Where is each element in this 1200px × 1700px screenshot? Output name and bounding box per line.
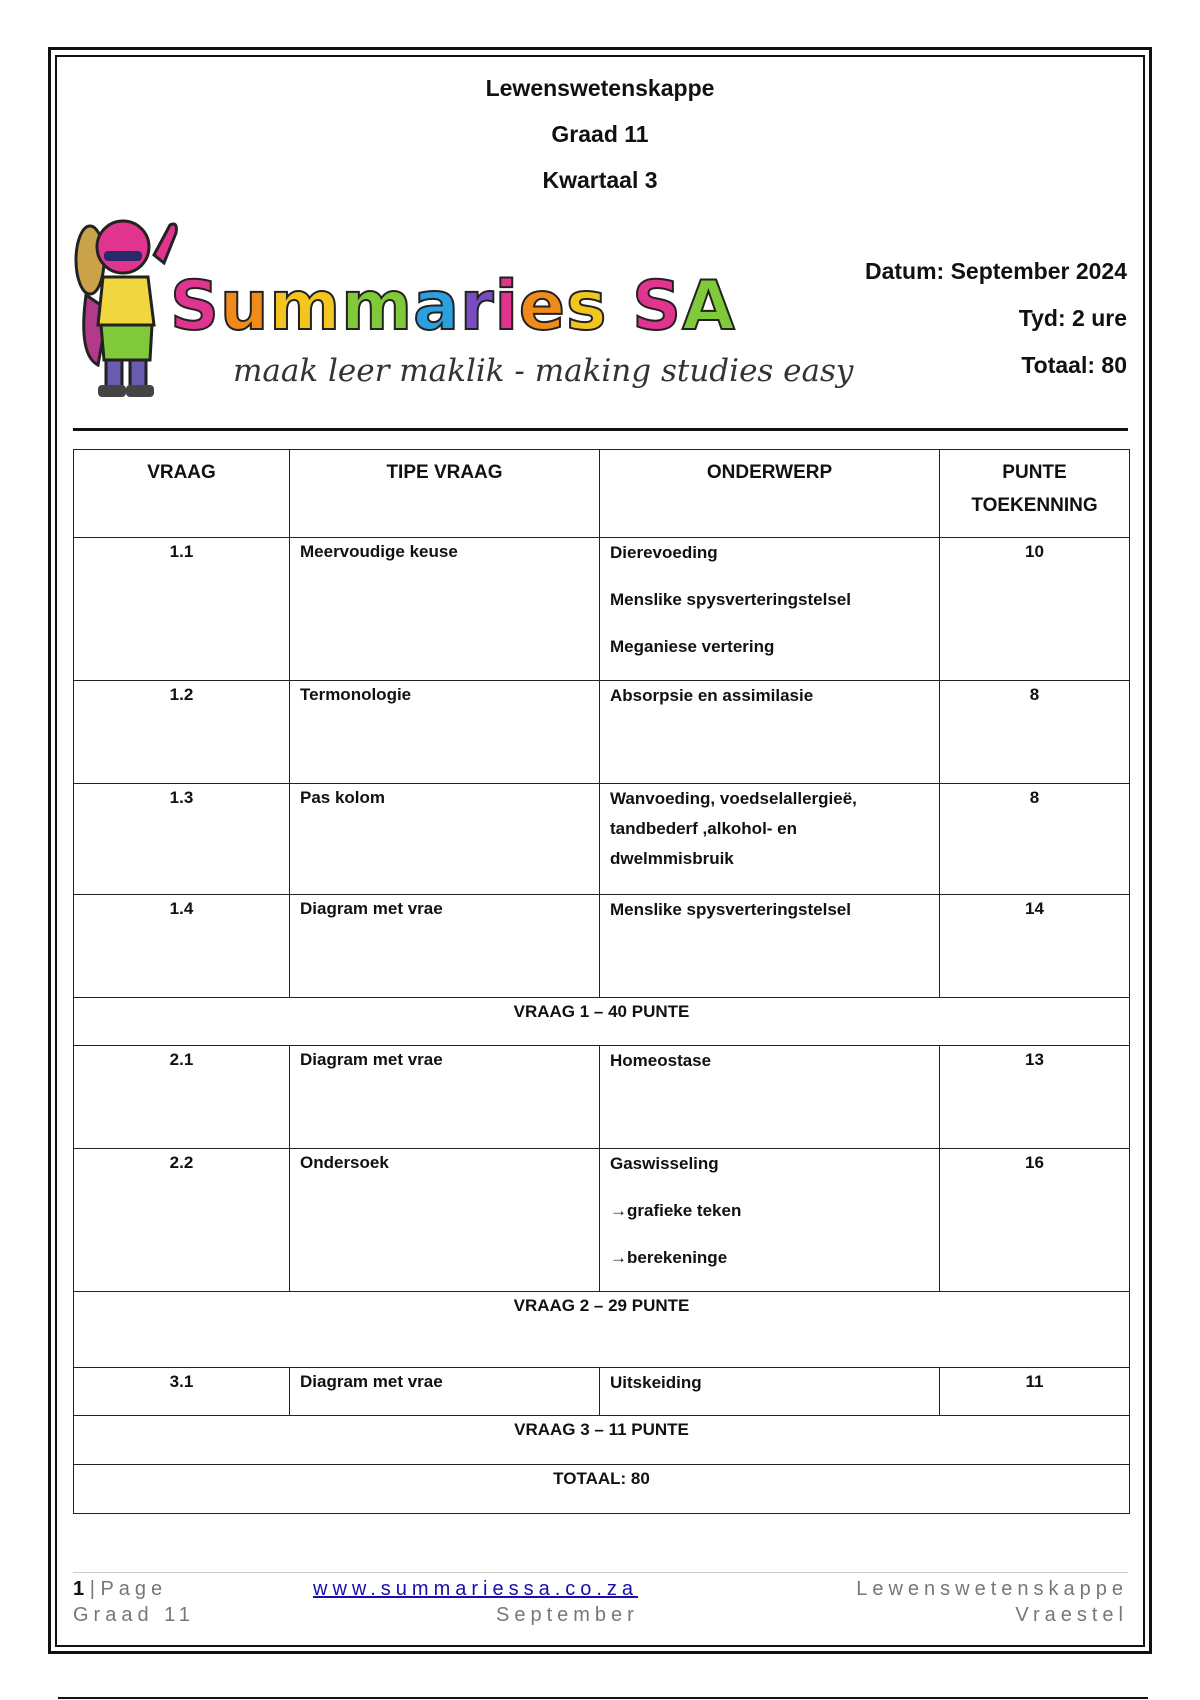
question-type: Termonologie [300, 685, 412, 704]
table-row [74, 784, 1130, 895]
logo-tagline: maak leer maklik - making studies easy [233, 353, 854, 389]
question-marks: 13 [1025, 1050, 1044, 1069]
grand-total-row [74, 1465, 1130, 1514]
topic-line: Dierevoeding [610, 543, 718, 562]
footer-month: September [496, 1604, 639, 1626]
summaries-sa-logo [68, 215, 854, 405]
question-topics [610, 1368, 939, 1394]
footer-paper: Vraestel [1015, 1604, 1128, 1626]
question-topics [610, 895, 939, 921]
section-total-row [74, 1416, 1130, 1465]
question-topics [610, 1149, 939, 1269]
footer-subject: Lewenswetenskappe [856, 1578, 1128, 1600]
header-divider [73, 428, 1128, 431]
topic-line: Menslike spysverteringstelsel [610, 900, 851, 919]
page-number: 1 [73, 1578, 85, 1600]
question-type: Diagram met vrae [300, 899, 443, 918]
grade-title: Graad 11 [551, 121, 649, 147]
grand-total: TOTAAL: 80 [553, 1469, 650, 1488]
section-total-q1: VRAAG 1 – 40 PUNTE [513, 1002, 690, 1021]
question-number: 1.4 [169, 899, 194, 918]
topic-line: Menslike spysverteringstelsel [610, 590, 851, 609]
footer-divider [73, 1572, 1128, 1573]
question-topics [610, 1046, 939, 1072]
table-header-row [74, 450, 1130, 538]
question-number: 1.2 [169, 685, 194, 704]
topic-line: Wanvoeding, voedselallergieë, [610, 789, 857, 808]
exam-total: Totaal: 80 [1021, 352, 1127, 378]
question-topics [610, 784, 939, 870]
next-page-edge [58, 1697, 1148, 1699]
topic-line: Uitskeiding [610, 1373, 702, 1392]
page-label: Page [100, 1578, 168, 1600]
question-type: Meervoudige keuse [300, 542, 458, 561]
question-number: 1.3 [169, 788, 194, 807]
topic-line: tandbederf ,alkohol- en [610, 819, 798, 838]
topic-line: →berekeninge [610, 1248, 728, 1267]
header-marks-line1: PUNTE [1002, 462, 1067, 483]
topic-line: dwelmmisbruik [610, 849, 734, 868]
header-marks-line2: TOEKENNING [971, 495, 1098, 516]
logo-wordmark: Summaries SA [170, 267, 736, 346]
table-row [74, 538, 1130, 681]
header-question: VRAAG [74, 450, 290, 538]
topic-line: Absorpsie en assimilasie [610, 686, 814, 705]
question-number: 1.1 [169, 542, 194, 561]
question-marks: 10 [1025, 542, 1044, 561]
table-row [74, 895, 1130, 998]
question-type: Pas kolom [300, 788, 386, 807]
topic-line: Homeostase [610, 1051, 712, 1070]
question-marks: 14 [1025, 899, 1044, 918]
header-marks [940, 450, 1130, 538]
page-separator: | [89, 1578, 95, 1600]
table-row [74, 681, 1130, 784]
question-number: 3.1 [169, 1372, 194, 1391]
topic-line: Meganiese vertering [610, 637, 775, 656]
section-total-q3: VRAAG 3 – 11 PUNTE [514, 1420, 689, 1439]
table-row [74, 1046, 1130, 1149]
question-type: Ondersoek [300, 1153, 389, 1172]
website-link[interactable]: www.summariessa.co.za [313, 1578, 639, 1600]
mascot-icon [68, 215, 178, 405]
header-topic: ONDERWERP [600, 450, 940, 538]
question-type: Diagram met vrae [300, 1050, 443, 1069]
topic-line: Gaswisseling [610, 1154, 719, 1173]
footer-grade: Graad 11 [73, 1604, 195, 1626]
question-number: 2.1 [169, 1050, 194, 1069]
question-topics [610, 538, 939, 658]
table-row [74, 1368, 1130, 1416]
question-marks: 8 [1029, 685, 1040, 704]
footer-line-2 [73, 1604, 1128, 1627]
topic-line: →grafieke teken [610, 1201, 742, 1220]
table-row [74, 1149, 1130, 1292]
term-title: Kwartaal 3 [542, 167, 658, 193]
subject-title: Lewenswetenskappe [485, 75, 715, 101]
question-marks: 11 [1025, 1372, 1044, 1391]
question-topics [610, 681, 939, 707]
question-number: 2.2 [169, 1153, 194, 1172]
section-total-q2: VRAAG 2 – 29 PUNTE [513, 1296, 690, 1315]
footer-line-1 [73, 1578, 1128, 1601]
exam-time: Tyd: 2 ure [1018, 305, 1127, 331]
question-marks: 16 [1025, 1153, 1044, 1172]
exam-date: Datum: September 2024 [864, 258, 1127, 284]
question-marks: 8 [1029, 788, 1040, 807]
question-type: Diagram met vrae [300, 1372, 443, 1391]
section-total-row [74, 998, 1130, 1046]
question-table [73, 449, 1130, 1514]
header-type: TIPE VRAAG [290, 450, 600, 538]
section-total-row [74, 1292, 1130, 1368]
